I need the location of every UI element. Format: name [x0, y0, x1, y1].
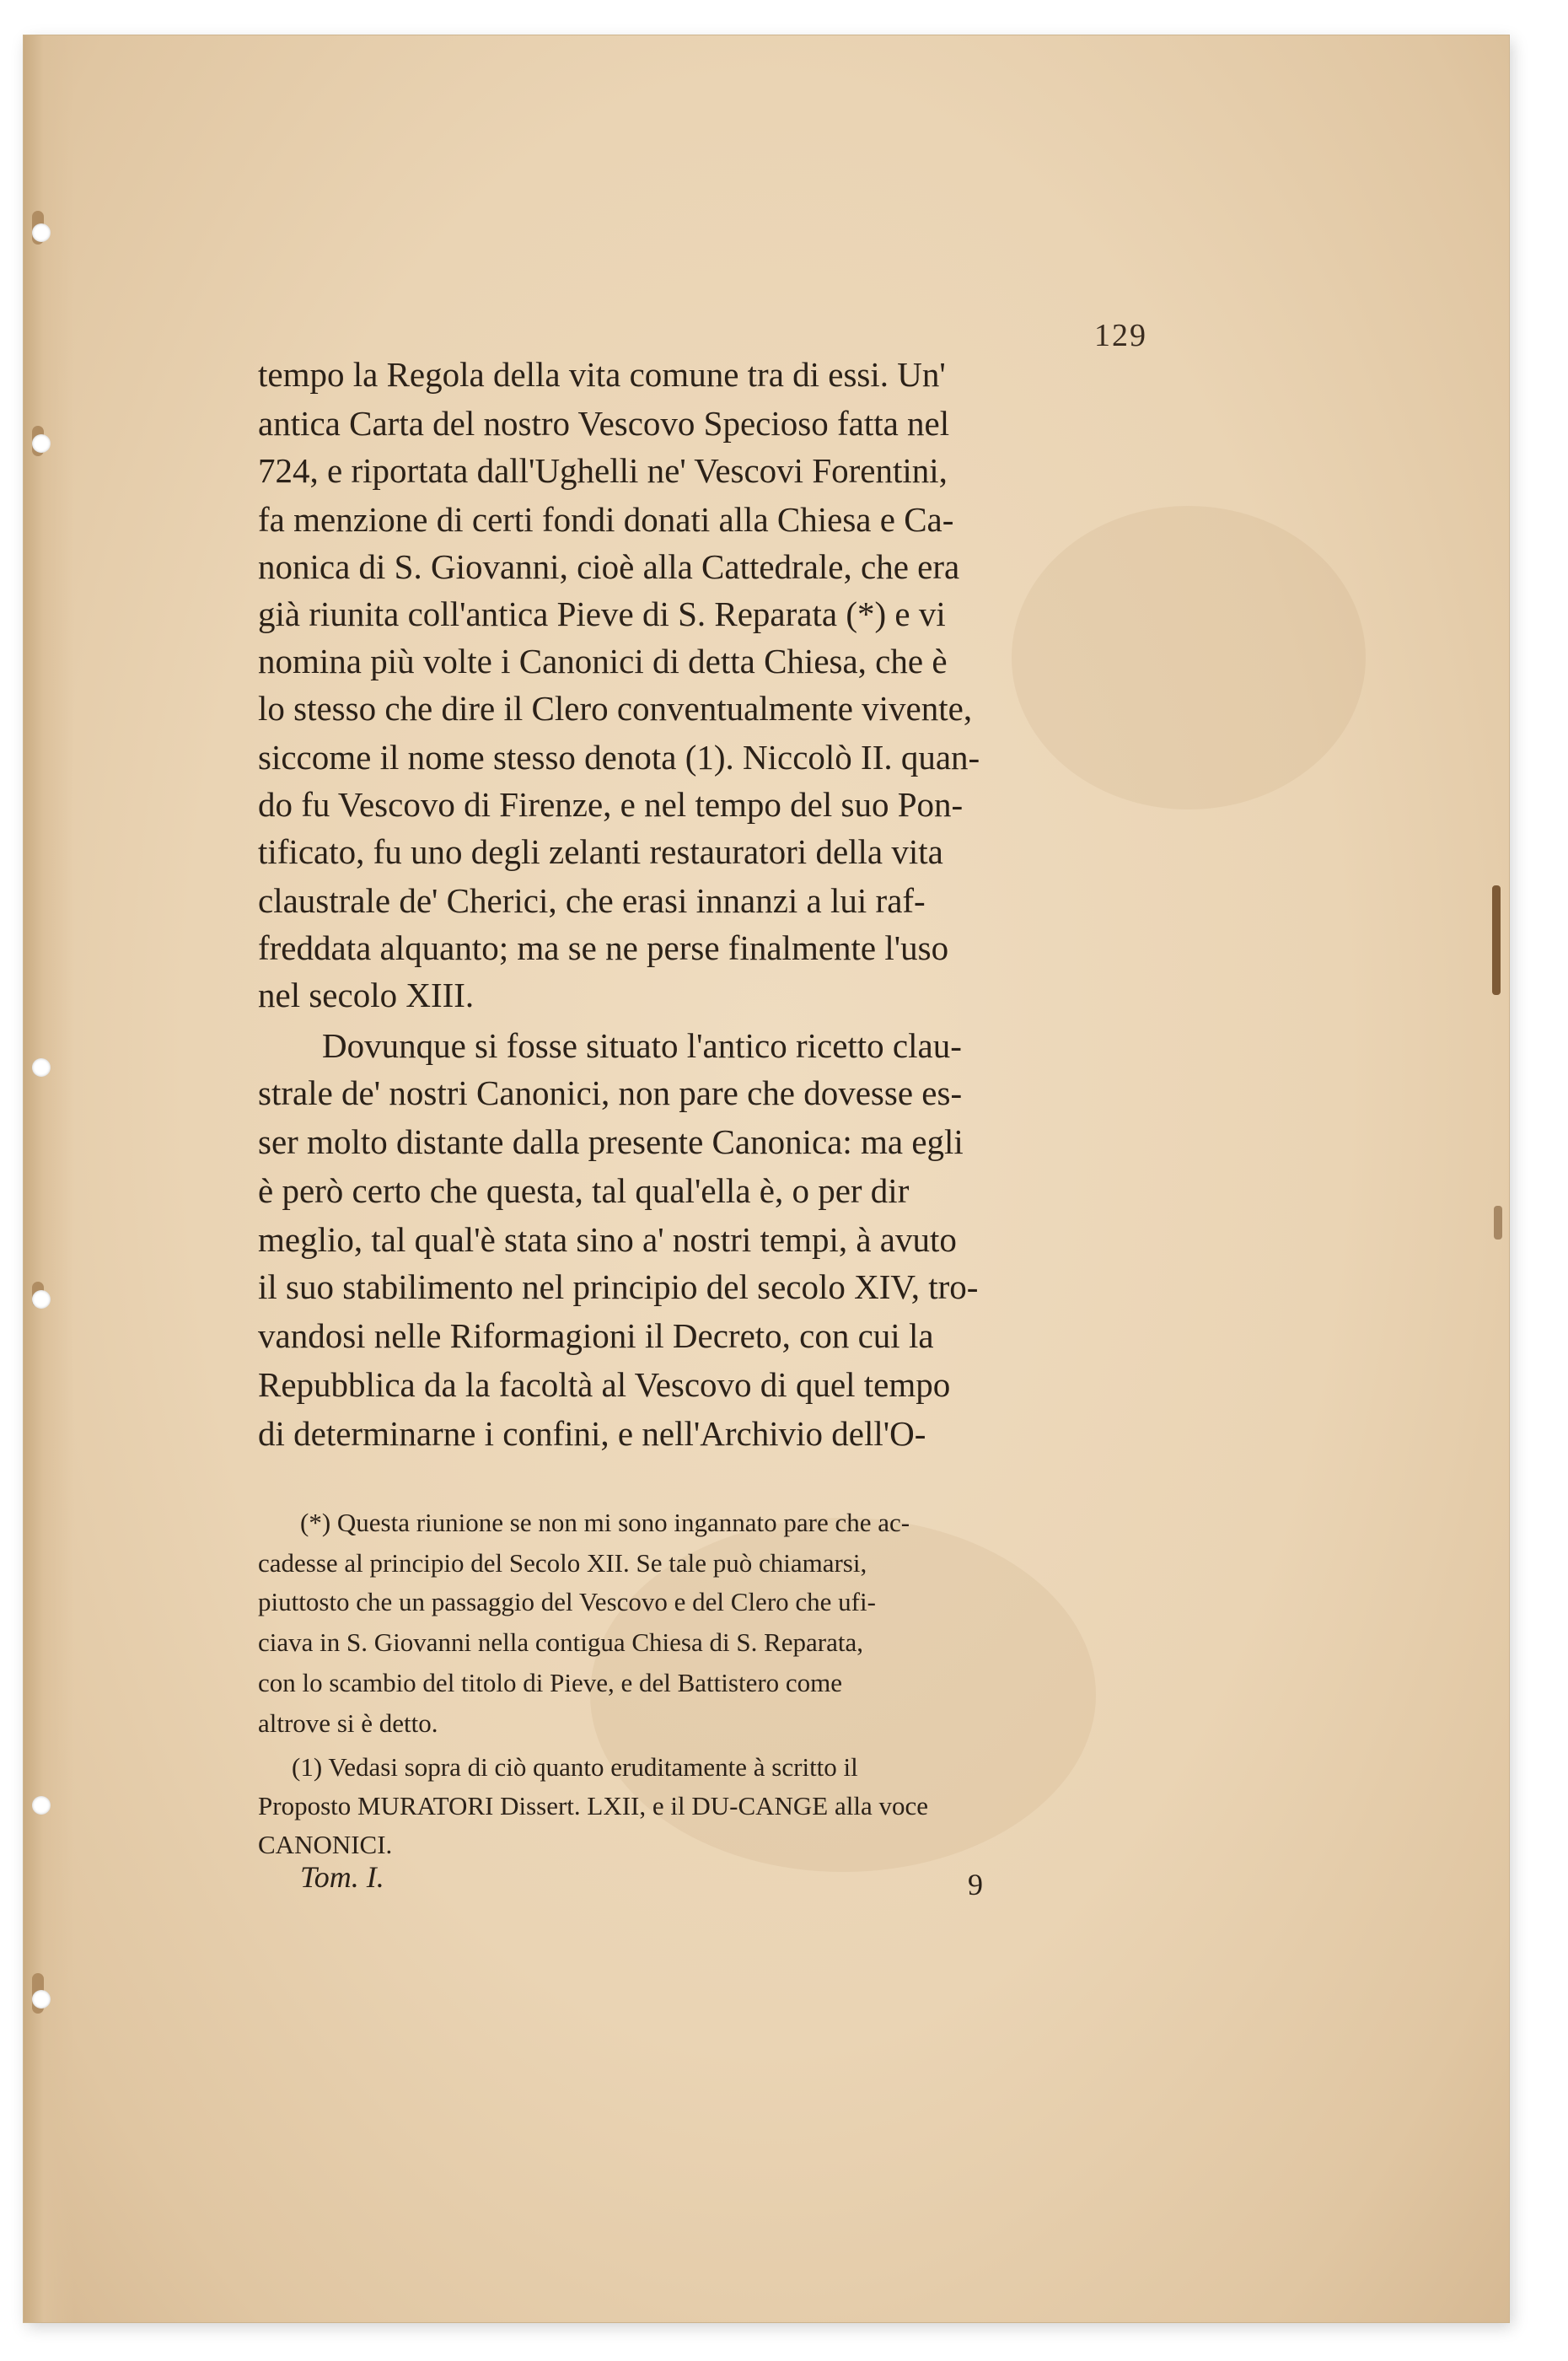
body-line: Repubblica da la facoltà al Vescovo di quel tempo: [258, 1365, 951, 1404]
body-line: 724, e riportata dall'Ughelli ne' Vescovi Forentini,: [258, 451, 948, 490]
body-line: Dovunque si fosse situato l'antico ricetto clau-: [322, 1026, 962, 1065]
body-line: vandosi nelle Riformagioni il Decreto, con cui la: [258, 1316, 934, 1355]
body-line: lo stesso che dire il Clero conventualmente vivente,: [258, 689, 973, 728]
binding-hole: [32, 434, 51, 453]
body-line: nel secolo XIII.: [258, 976, 475, 1014]
edge-wear: [1492, 885, 1501, 995]
binding-hole: [32, 1058, 51, 1077]
footnote-line: cadesse al principio del Secolo XII. Se tale può chiamarsi,: [258, 1548, 867, 1578]
body-line: do fu Vescovo di Firenze, e nel tempo del suo Pon-: [258, 785, 964, 824]
body-line: freddata alquanto; ma se ne perse finalmente l'uso: [258, 928, 949, 967]
body-line: tempo la Regola della vita comune tra di essi. Un': [258, 355, 946, 394]
binding-hole: [32, 223, 51, 242]
volume-signature: Tom. I.: [300, 1860, 384, 1894]
body-line: fa menzione di certi fondi donati alla Chiesa e Ca-: [258, 500, 954, 539]
body-line: siccome il nome stesso denota (1). Niccolò II. quan-: [258, 738, 980, 777]
body-line: di determinarne i confini, e nell'Archivio dell'O-: [258, 1414, 926, 1453]
sheet-signature: 9: [968, 1868, 983, 1901]
edge-wear: [1494, 1206, 1502, 1240]
page-number: 129: [1094, 318, 1147, 353]
footnote-line: ciava in S. Giovanni nella contigua Chiesa di S. Reparata,: [258, 1627, 863, 1657]
body-line: nomina più volte i Canonici di detta Chiesa, che è: [258, 642, 948, 680]
body-line: strale de' nostri Canonici, non pare che dovesse es-: [258, 1073, 963, 1112]
paper-stain: [1012, 506, 1366, 809]
body-line: meglio, tal qual'è stata sino a' nostri tempi, à avuto: [258, 1220, 957, 1259]
footnote-line: (1) Vedasi sopra di ciò quanto eruditamente à scritto il: [292, 1752, 858, 1782]
binding-hole: [32, 1796, 51, 1815]
footnote-line: piuttosto che un passaggio del Vescovo e del Clero che ufi-: [258, 1587, 876, 1616]
body-line: claustrale de' Cherici, che erasi innanzi a lui raf-: [258, 881, 926, 920]
footnote-line: con lo scambio del titolo di Pieve, e del Battistero come: [258, 1668, 843, 1697]
binding-hole: [32, 1990, 51, 2009]
body-line: ser molto distante dalla presente Canonica: ma egli: [258, 1122, 964, 1161]
body-line: nonica di S. Giovanni, cioè alla Cattedrale, che era: [258, 547, 960, 586]
body-line: il suo stabilimento nel principio del secolo XIV, tro-: [258, 1267, 979, 1306]
binding-hole: [32, 1290, 51, 1309]
body-line: è però certo che questa, tal qual'ella è, o per dir: [258, 1171, 910, 1210]
binding-gutter: [24, 35, 74, 2322]
body-line: già riunita coll'antica Pieve di S. Reparata (*) e vi: [258, 594, 946, 633]
footnote-line: altrove si è detto.: [258, 1708, 438, 1738]
body-line: tificato, fu uno degli zelanti restauratori della vita: [258, 832, 943, 871]
body-line: antica Carta del nostro Vescovo Specioso fatta nel: [258, 404, 950, 443]
footnote-line: (*) Questa riunione se non mi sono ingannato pare che ac-: [300, 1508, 910, 1537]
footnote-line: CANONICI.: [258, 1830, 393, 1859]
footnote-line: Proposto MURATORI Dissert. LXII, e il DU-CANGE alla voce: [258, 1791, 928, 1820]
